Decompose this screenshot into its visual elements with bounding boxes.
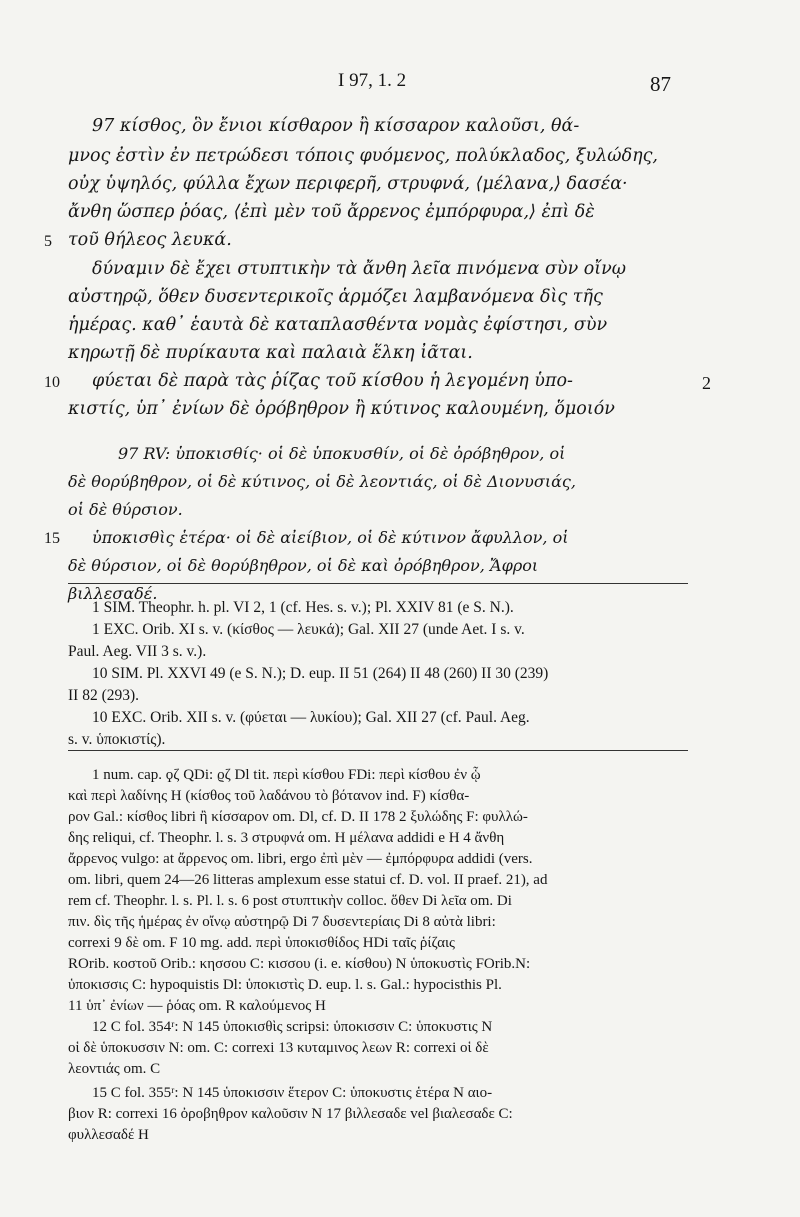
apparatus-line: καὶ περὶ λαδίνης H (κίσθος τοῦ λαδάνου τὸ βότανον ind. F) κίσθα-	[68, 788, 470, 804]
apparatus-line: ἄρρενος vulgo: at ἄρρενος om. libri, ergo ἐπὶ μὲν — ἐμπόρφυρα addidi (vers.	[68, 851, 533, 867]
apparatus-line: 15 C fol. 355ʳ: N 145 ὑποκισσιν ἕτερον C: ὑποκυστις ἑτέρα N αιο-	[92, 1085, 493, 1101]
apparatus-line: 11 ὑπ᾽ ἐνίων — ῥόας om. R καλούμενος H	[68, 998, 326, 1014]
main-text-line: ἄνθη ὥσπερ ῥόας, ⟨ἐπὶ μὲν τοῦ ἄρρενος ἐμπόρφυρα,⟩ ἐπὶ δὲ	[68, 202, 595, 222]
testimonia-line: Paul. Aeg. VII 3 s. v.).	[68, 643, 207, 660]
apparatus-line: δης reliqui, cf. Theophr. l. s. 3 στρυφνά om. H μέλανα addidi e H 4 ἄνθη	[68, 830, 505, 846]
recension-line: 97 RV: ὑποκισθίς· οἱ δὲ ὑποκυσθίν, οἱ δὲ ὀρόβηθρον, οἱ	[118, 444, 566, 463]
recension-line: δὲ θύρσιον, οἱ δὲ θορύβηθρον, οἱ δὲ καὶ ὀρόβηθρον, Ἄφροι	[68, 556, 539, 575]
margin-note: 2	[702, 373, 711, 393]
main-text-line: αὐστηρῷ, ὅθεν δυσεντερικοῖς ἁρμόζει λαμβανόμενα δὶς τῆς	[68, 287, 603, 307]
main-text-line: κηρωτῇ δὲ πυρίκαυτα καὶ παλαιὰ ἕλκη ἰᾶται.	[68, 343, 473, 363]
main-text-line: φύεται δὲ παρὰ τὰς ῥίζας τοῦ κίσθου ἡ λεγομένη ὑπο-	[92, 371, 573, 391]
apparatus-line: οἱ δὲ ὑποκυσσιν N: om. C: correxi 13 κυταμινος λεων R: correxi οἱ δὲ	[68, 1040, 489, 1056]
running-head: I 97, 1. 2	[338, 70, 407, 91]
main-text-line: οὐχ ὑψηλός, φύλλα ἔχων περιφερῆ, στρυφνά, ⟨μέλανα,⟩ δασέα·	[68, 174, 628, 194]
apparatus-line: λεοντιάς om. C	[68, 1061, 161, 1077]
testimonia-line: II 82 (293).	[68, 687, 140, 704]
line-number: 10	[44, 374, 60, 391]
main-text-line: ἡμέρας. καθ᾽ ἑαυτὰ δὲ καταπλασθέντα νομὰς ἐφίστησι, σὺν	[68, 315, 608, 335]
testimonia-line: 1 EXC. Orib. XI s. v. (κίσθος — λευκά); Gal. XII 27 (unde Aet. I s. v.	[92, 621, 525, 638]
recension-line: δὲ θορύβηθρον, οἱ δὲ κύτινος, οἱ δὲ λεοντιάς, οἱ δὲ Διονυσιάς,	[68, 472, 576, 491]
page-number: 87	[650, 72, 671, 96]
apparatus-line: correxi 9 δὲ om. F 10 mg. add. περὶ ὑποκισθίδος HDi ταῖς ῥίζαις	[68, 935, 455, 951]
testimonia-line: 10 EXC. Orib. XII s. v. (φύεται — λυκίου); Gal. XII 27 (cf. Paul. Aeg.	[92, 709, 530, 726]
main-text-line: 97 κίσθος, ὃν ἔνιοι κίσθαρον ἢ κίσσαρον καλοῦσι, θά-	[92, 116, 580, 136]
divider	[68, 750, 688, 751]
recension-line: ὑποκισθὶς ἑτέρα· οἱ δὲ αἰείβιον, οἱ δὲ κύτινον ἄφυλλον, οἱ	[92, 528, 569, 547]
apparatus-line: 1 num. cap. ϙζ QDi: ϱζ Dl tit. περὶ κίσθου FDi: περὶ κίσθου ἐν ᾧ	[92, 767, 481, 783]
testimonia-line: s. v. ὑποκιστίς).	[68, 731, 166, 748]
main-text-line: δύναμιν δὲ ἔχει στυπτικὴν τὰ ἄνθη λεῖα πινόμενα σὺν οἴνῳ	[92, 259, 627, 279]
recension-line: βιλλεσαδέ.	[68, 584, 158, 603]
testimonia-line: 10 SIM. Pl. XXVI 49 (e S. N.); D. eup. II 51 (264) II 48 (260) II 30 (239)	[92, 665, 549, 682]
apparatus-line: φυλλεσαδέ H	[68, 1127, 149, 1143]
main-text-line: τοῦ θήλεος λευκά.	[68, 230, 232, 250]
apparatus-line: om. libri, quem 24—26 litteras amplexum esse statui cf. D. vol. II praef. 21), ad	[68, 872, 548, 888]
apparatus-line: ὑποκισσις C: hypoquistis Dl: ὑποκιστὶς D. eup. l. s. Gal.: hypocisthis Pl.	[68, 977, 502, 993]
apparatus-line: rem cf. Theophr. l. s. Pl. l. s. 6 post στυπτικὴν colloc. ὅθεν Di λεῖα om. Di	[68, 893, 512, 909]
apparatus-line: 12 C fol. 354ʳ: N 145 ὑποκισθὶς scripsi: ὑποκισσιν C: ὑποκυστις N	[92, 1019, 493, 1035]
apparatus-line: ρον Gal.: κίσθος libri ἢ κίσσαρον om. Dl, cf. D. II 178 2 ξυλώδης F: φυλλώ-	[68, 809, 528, 825]
testimonia-line: 1 SIM. Theophr. h. pl. VI 2, 1 (cf. Hes. s. v.); Pl. XXIV 81 (e S. N.).	[92, 599, 514, 616]
main-text-line: κιστίς, ὑπ᾽ ἐνίων δὲ ὀρόβηθρον ἢ κύτινος καλουμένη, ὅμοιόν	[68, 399, 615, 419]
divider	[68, 583, 688, 584]
line-number: 15	[44, 530, 60, 547]
apparatus-line: βιον R: correxi 16 ὀροβηθρον καλοῦσιν N 17 βιλλεσαδε vel βιαλεσαδε C:	[68, 1106, 513, 1122]
line-number: 5	[44, 233, 52, 250]
apparatus-line: πιν. δὶς τῆς ἡμέρας ἐν οἴνῳ αὐστηρῷ Di 7 δυσεντερίαις Di 8 αὐτὰ libri:	[68, 914, 496, 930]
main-text-line: μνος ἐστὶν ἐν πετρώδεσι τόποις φυόμενος, πολύκλαδος, ξυλώδης,	[68, 146, 658, 166]
apparatus-line: ROrib. κοστοῦ Orib.: κησσου C: κισσου (i. e. κίσθου) N ὑποκυστὶς FOrib.N:	[68, 956, 531, 972]
recension-line: οἱ δὲ θύρσιον.	[68, 500, 183, 519]
